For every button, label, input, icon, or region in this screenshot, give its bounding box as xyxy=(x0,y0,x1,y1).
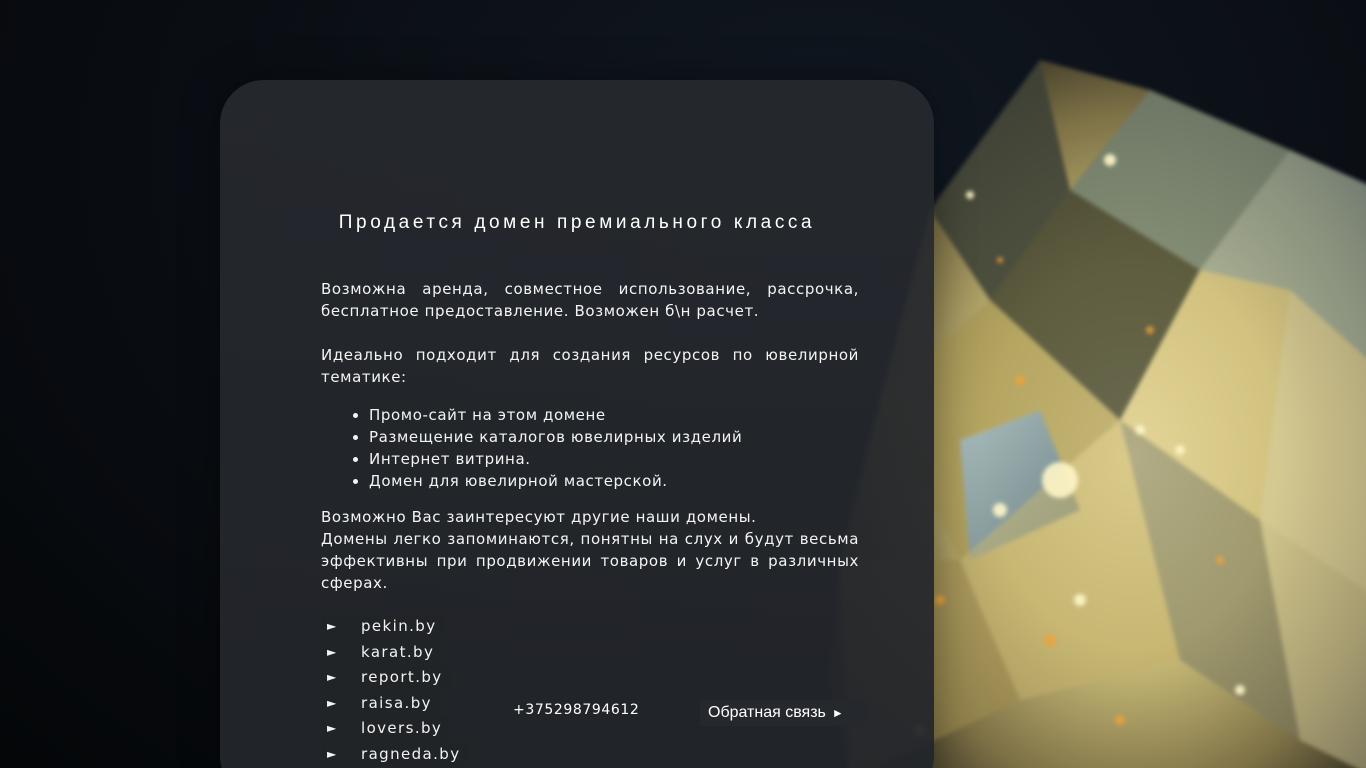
page-title: Продается домен премиального класса xyxy=(338,212,816,233)
domain-label: ragneda.by xyxy=(361,744,461,763)
phone-link[interactable]: +375298794612 xyxy=(513,702,640,718)
feedback-label: Обратная связь xyxy=(708,704,826,721)
domain-list xyxy=(321,614,469,767)
play-arrow-icon: ► xyxy=(327,746,338,761)
domain-label: lovers.by xyxy=(361,719,443,737)
list-item: • Размещение каталогов ювелирных изделий xyxy=(369,426,859,448)
feedback-button[interactable] xyxy=(700,700,868,726)
domain-label: karat.by xyxy=(361,642,435,661)
list-item: • Интернет витрина. xyxy=(369,448,859,470)
list-item: • Промо-сайт на этом домене xyxy=(369,404,859,426)
play-arrow-icon: ► xyxy=(327,644,338,659)
use-case-list xyxy=(321,404,859,492)
card-content xyxy=(321,278,859,594)
domain-link-report[interactable] xyxy=(321,665,451,689)
ideal-paragraph: Идеально подходит для создания ресурсов по ювелирной тематике: xyxy=(321,346,859,386)
play-arrow-icon: ► xyxy=(831,706,844,720)
play-arrow-icon: ► xyxy=(327,619,338,633)
play-arrow-icon: ► xyxy=(327,670,338,684)
domain-label: raisa.by xyxy=(361,693,432,712)
domain-link-ragneda[interactable] xyxy=(321,742,469,766)
play-arrow-icon: ► xyxy=(327,695,338,710)
domain-label: report.by xyxy=(361,668,443,686)
domain-link-raisa[interactable] xyxy=(321,691,440,715)
list-item: • Домен для ювелирной мастерской. xyxy=(369,470,859,492)
domain-link-karat[interactable] xyxy=(321,640,442,664)
rent-paragraph: Возможна аренда, совместное использование, рассрочка, бесплатное предоставление. Возможен б\н расчет. xyxy=(321,280,859,320)
easy-paragraph: Домены легко запоминаются, понятны на слух и будут весьма эффективны при продвижении товаров и услуг в различных сферах. xyxy=(321,530,859,592)
play-arrow-icon: ► xyxy=(327,721,338,735)
interest-paragraph: Возможно Вас заинтересуют другие наши домены. xyxy=(321,508,757,526)
domain-link-lovers[interactable] xyxy=(321,716,450,740)
domain-link-pekin[interactable] xyxy=(321,614,444,638)
domain-label: pekin.by xyxy=(361,617,437,635)
